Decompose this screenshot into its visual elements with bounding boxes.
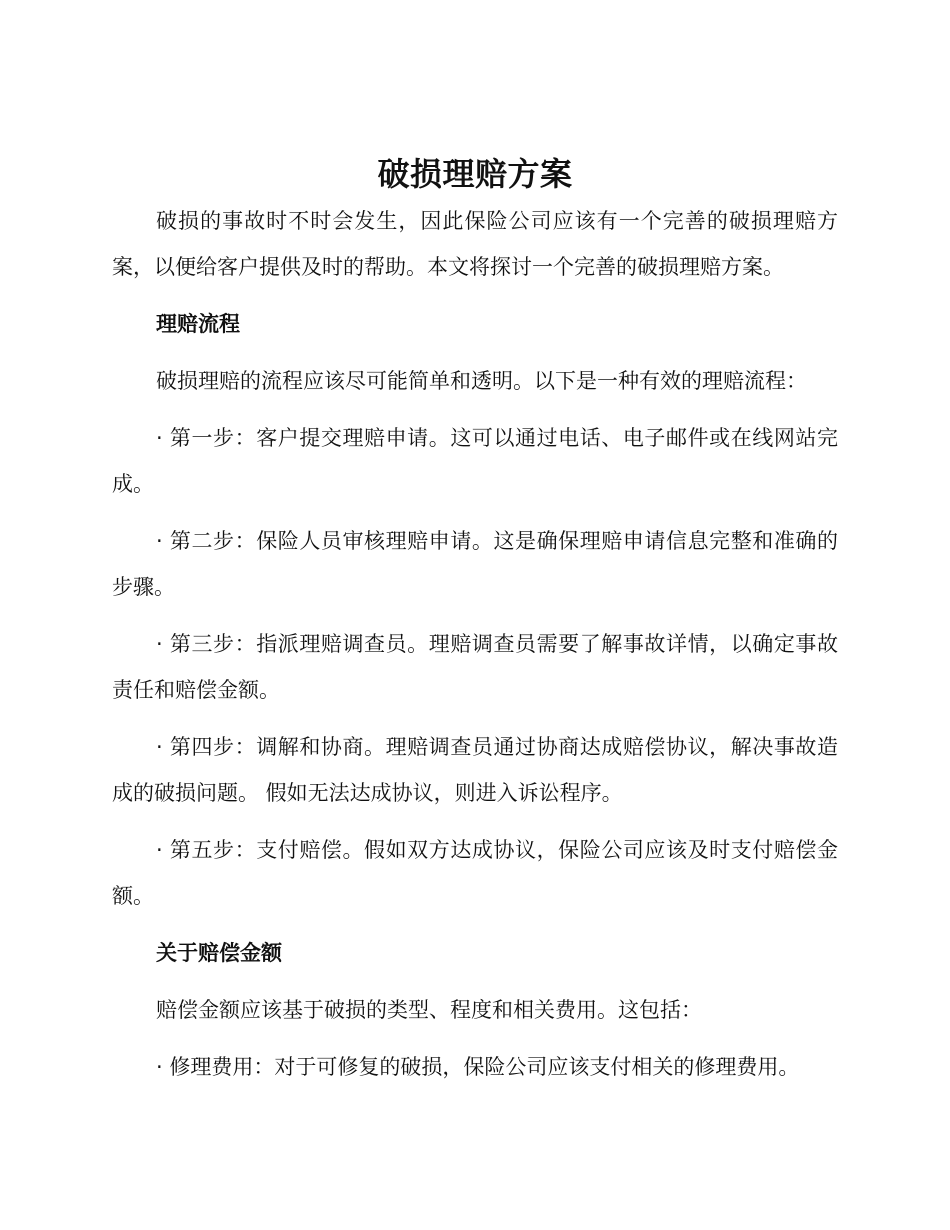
claims-step-3: · 第三步：指派理赔调查员。理赔调查员需要了解事故详情，以确定事故责任和赔偿金额。 bbox=[112, 632, 838, 702]
claims-step-1: · 第一步：客户提交理赔申请。这可以通过电话、电子邮件或在线网站完成。 bbox=[112, 426, 838, 496]
compensation-lead: 赔偿金额应该基于破损的类型、程度和相关费用。这包括： bbox=[156, 998, 702, 1022]
claims-step-4: · 第四步：调解和协商。理赔调查员通过协商达成赔偿协议，解决事故造成的破损问题。 假如无法达成协议，则进入诉讼程序。 bbox=[112, 735, 838, 805]
document-page bbox=[112, 150, 838, 1090]
claims-step-2: · 第二步：保险人员审核理赔申请。这是确保理赔申请信息完整和准确的步骤。 bbox=[112, 529, 838, 599]
document-title: 破损理赔方案 bbox=[377, 155, 573, 193]
section-heading-compensation-amount: 关于赔偿金额 bbox=[156, 941, 282, 965]
compensation-item-repair-cost: · 修理费用：对于可修复的破损，保险公司应该支付相关的修理费用。 bbox=[156, 1055, 800, 1079]
claims-step-5: · 第五步：支付赔偿。假如双方达成协议，保险公司应该及时支付赔偿金额。 bbox=[112, 838, 838, 908]
section-heading-claims-process: 理赔流程 bbox=[156, 312, 240, 336]
claims-process-lead: 破损理赔的流程应该尽可能简单和透明。以下是一种有效的理赔流程： bbox=[156, 369, 807, 393]
intro-paragraph: 破损的事故时不时会发生，因此保险公司应该有一个完善的破损理赔方案，以便给客户提供及时的帮助。本文将探讨一个完善的破损理赔方案。 bbox=[112, 209, 838, 279]
